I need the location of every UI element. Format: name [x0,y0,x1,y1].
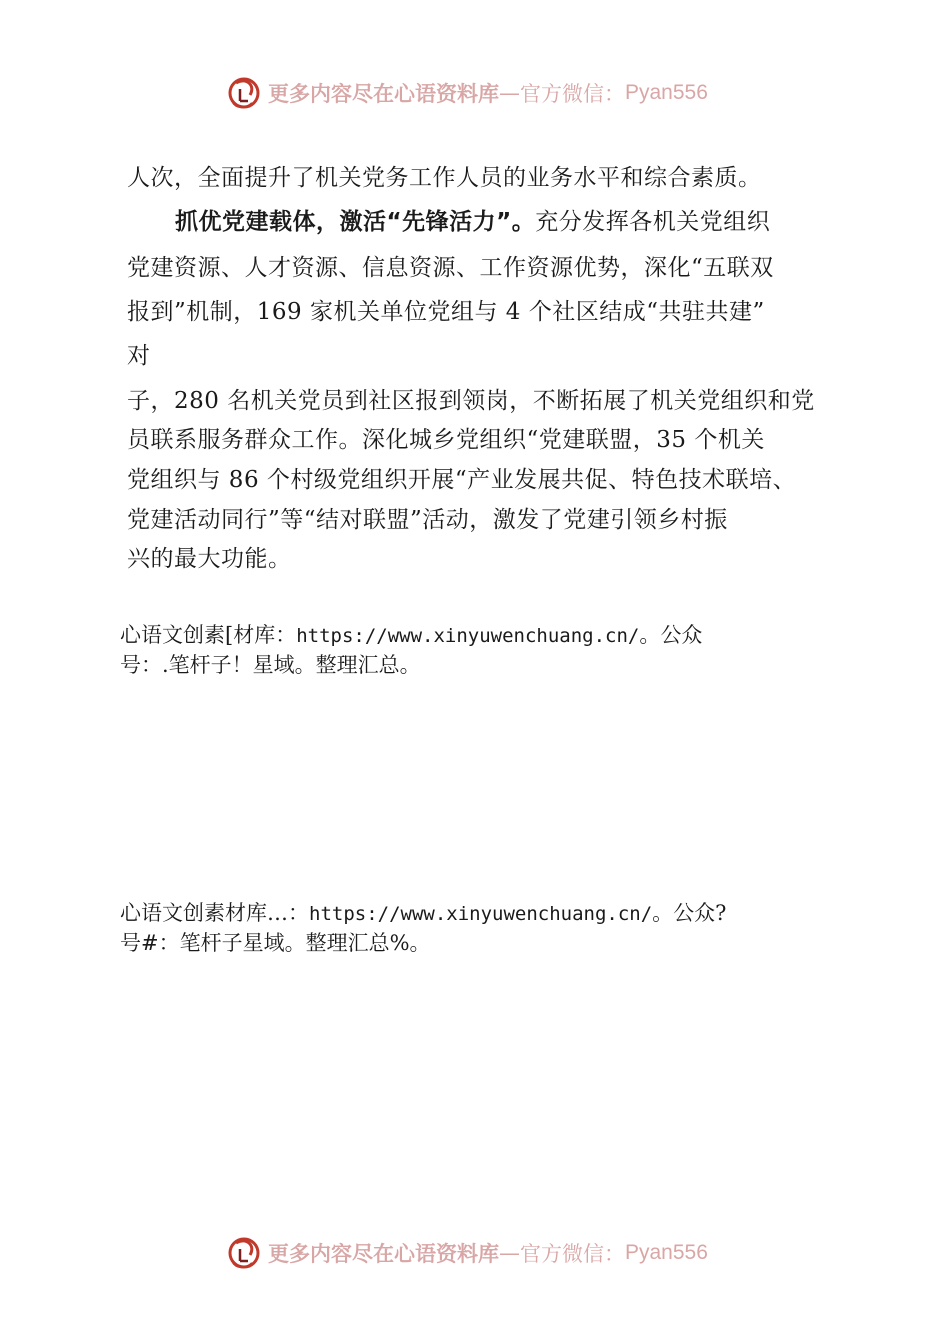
body-line-3: 党建资源、人才资源、信息资源、工作资源优势，深化“五联双 [127,255,774,281]
section-heading: 抓优党建载体，激活“先锋活力”。 [175,209,536,235]
body-line-7: 员联系服务群众工作。深化城乡党组织“党建联盟，35 个机关 [127,427,765,453]
banner-wechat-id: Pyan556 [625,1241,708,1264]
brand-logo-icon [226,75,262,111]
note-2-url: https://www.xinyuwenchuang.cn/ [309,903,653,925]
banner-wechat-id: Pyan556 [625,81,708,104]
source-note-2-line-1 [120,898,726,929]
body-line-9: 党建活动同行”等“结对联盟”活动，激发了党建引领乡村振 [127,507,728,533]
note-2-prefix: 心语文创素材库…： [120,901,309,925]
source-note-2-line-2: 号#：笔杆子星域。整理汇总%。 [120,931,431,955]
body-line-8: 党组织与 86 个村级党组织开展“产业发展共促、特色技术联培、 [127,467,797,493]
banner-wechat-label: 官方微信： [520,82,625,106]
note-1-prefix: 心语文创素[材库： [120,623,297,647]
body-line-2-rest: 充分发挥各机关党组织 [535,209,771,235]
body-line-10: 兴的最大功能。 [127,546,292,572]
banner-main-text: 更多内容尽在心语资料库 [268,1241,499,1266]
banner-dash: — [499,81,520,105]
body-line-6: 子，280 名机关党员到社区报到领岗，不断拓展了机关党组织和党 [127,388,815,414]
brand-logo-icon [226,1235,262,1271]
body-line-2 [175,207,770,237]
banner-main-text: 更多内容尽在心语资料库 [268,81,499,106]
footer-watermark-banner [226,1233,708,1273]
body-line-5: 对 [127,343,151,369]
banner-dash: — [499,1241,520,1265]
note-1-suffix: 。公众 [639,623,703,647]
source-note-1-line-2: 号：.笔杆子！星域。整理汇总。 [120,653,421,677]
body-line-1: 人次，全面提升了机关党务工作人员的业务水平和综合素质。 [127,165,762,191]
source-note-1-line-1 [120,620,702,651]
banner-wechat-label: 官方微信： [520,1242,625,1266]
header-watermark-banner [226,73,708,113]
note-1-url: https://www.xinyuwenchuang.cn/ [296,625,640,647]
body-line-4: 报到”机制，169 家机关单位党组与 4 个社区结成“共驻共建” [127,299,765,325]
note-2-suffix: 。公众? [652,901,727,925]
